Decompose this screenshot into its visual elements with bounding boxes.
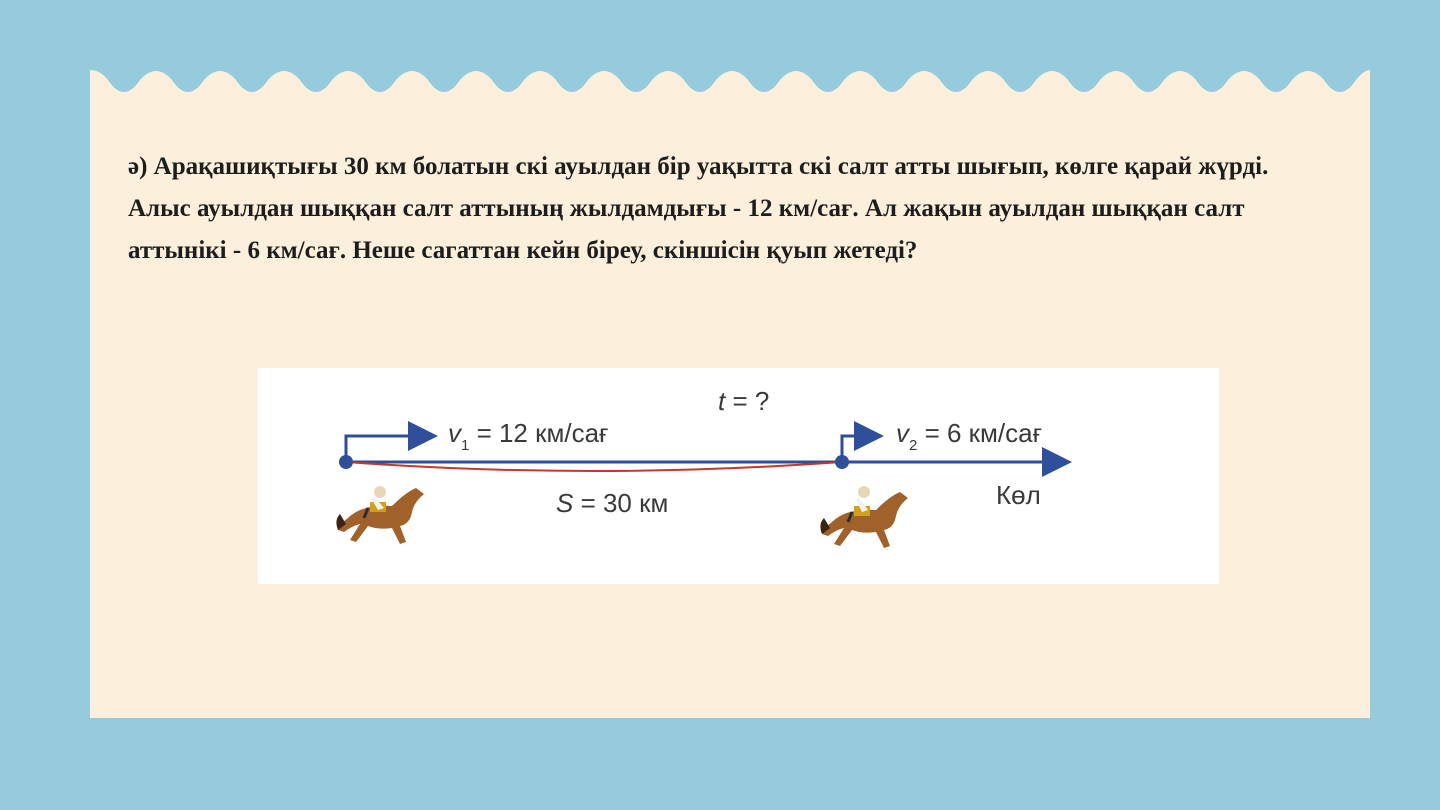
v2-label: $v_2 = 6$ км/сағ <box>896 418 1043 454</box>
problem-text: ә) Арақашиқтығы 30 км болатын скі ауылдан бір уақытта скі салт атты шығып, көлге қарай жүрді. Алыс ауылдан шыққан салт аттының жылдамдығы - 12 км/сағ. Ал жақын ауылдан шыққан салт аттынікі - 6 км/сағ. Неше сагаттан кейн біреу, скіншісін қуып жетеді? <box>128 153 1269 264</box>
horse-rider-icon <box>336 486 424 544</box>
motion-diagram <box>258 368 1219 584</box>
v1-arrow <box>346 436 432 462</box>
v1-label: $v_1 = 12$ км/сағ <box>448 418 609 454</box>
horse-rider-icon <box>820 486 908 548</box>
time-label: t = ? <box>718 386 770 416</box>
scalloped-edge <box>90 56 1370 108</box>
lake-label: Көл <box>996 480 1041 510</box>
distance-label: S = 30 км <box>556 488 669 518</box>
